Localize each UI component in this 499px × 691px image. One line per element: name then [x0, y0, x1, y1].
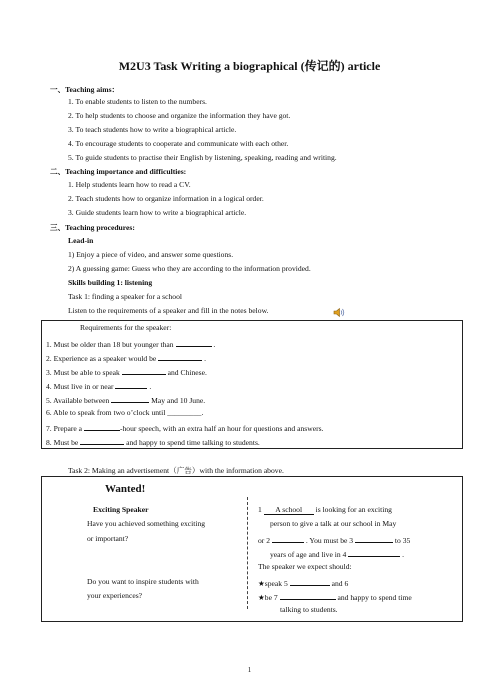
advert-right-text: ★be 7	[258, 593, 278, 602]
fill-blank[interactable]	[84, 422, 120, 431]
advert-left-text: Do you want to inspire students with	[87, 577, 199, 586]
requirement-text: 2. Experience as a speaker would be	[46, 354, 157, 363]
advert-left-text: your experiences?	[87, 591, 143, 600]
filled-blank[interactable]: A school	[264, 505, 314, 515]
task1-title: Task 1: finding a speaker for a school	[68, 292, 182, 301]
advert-right-text: to 35	[394, 536, 411, 545]
advert-right-line-3	[258, 534, 410, 545]
advert-right-text: .	[402, 550, 405, 559]
requirement-text: .	[213, 340, 216, 349]
importance-item: 3. Guide students learn how to write a biographical article.	[68, 208, 247, 217]
requirement-4	[46, 380, 151, 391]
advert-right-text: The speaker we expect should:	[258, 562, 352, 571]
importance-item: 1. Help students learn how to read a CV.	[68, 180, 191, 189]
advert-right-line-4	[270, 548, 404, 559]
fill-blank[interactable]	[280, 591, 336, 600]
advert-right-text: or 2	[258, 536, 271, 545]
skills-heading: Skills building 1: listening	[68, 278, 153, 287]
fill-blank[interactable]	[111, 394, 149, 403]
procedures-heading: 三、Teaching procedures:	[50, 223, 135, 232]
requirement-text: 1. Must be older than 18 but younger than	[46, 340, 174, 349]
advert-right-text: . You must be 3	[305, 536, 354, 545]
aim-item: 3. To teach students how to write a biographical article.	[68, 125, 237, 134]
requirement-text: 4. Must live in or near	[46, 382, 114, 391]
advert-right-text: ★speak 5	[258, 579, 288, 588]
requirement-7	[46, 422, 323, 433]
task1-instruction: Listen to the requirements of a speaker and fill in the notes below.	[68, 306, 269, 315]
requirement-5	[46, 394, 205, 405]
fill-blank[interactable]	[115, 380, 147, 389]
requirement-text: .	[204, 354, 206, 363]
blank-number: 1	[258, 505, 262, 514]
requirement-2	[46, 352, 206, 363]
requirement-text: and Chinese.	[167, 368, 207, 377]
requirement-text: May and 10 June.	[151, 396, 206, 405]
page-title: M2U3 Task Writing a biographical (传记的) article	[118, 59, 381, 73]
task2-title: Task 2: Making an advertisement（广告）with the information above.	[68, 466, 284, 475]
requirement-text: 8. Must be	[46, 438, 79, 447]
aims-heading: 一、Teaching aims：	[50, 85, 120, 94]
fill-blank[interactable]	[176, 338, 212, 347]
importance-item: 2. Teach students how to organize information in a logical order.	[68, 194, 264, 203]
advert-right-text: and 6	[331, 579, 349, 588]
advert-left-text: or important?	[87, 534, 129, 543]
fill-blank[interactable]	[272, 534, 304, 543]
lead-in-item: 1) Enjoy a piece of video, and answer some questions.	[68, 250, 234, 259]
requirement-1	[46, 338, 215, 349]
fill-blank[interactable]	[122, 366, 166, 375]
speaker-icon[interactable]	[333, 307, 346, 318]
advert-right-line-6	[258, 577, 348, 588]
requirement-3	[46, 366, 207, 377]
requirements-heading: Requirements for the speaker:	[80, 323, 172, 332]
aim-item: 5. To guide students to practise their English by listening, speaking, reading and writing.	[68, 153, 337, 162]
advert-right-text: talking to students.	[280, 605, 338, 614]
advert-left-text: Have you achieved something exciting	[87, 519, 206, 528]
aim-item: 2. To help students to choose and organize the information they have got.	[68, 111, 291, 120]
advert-right-line-1	[258, 505, 392, 515]
aim-item: 4. To encourage students to cooperate and communicate with each other.	[68, 139, 289, 148]
fill-blank[interactable]	[290, 577, 330, 586]
requirement-text: .	[149, 382, 152, 391]
advert-right-text: years of age and live in 4	[270, 550, 347, 559]
fill-blank[interactable]	[80, 436, 124, 445]
advert-right-line-7	[258, 591, 412, 602]
advert-right-text: person to give a talk at our school in May	[270, 519, 397, 528]
requirement-text: and happy to spend time talking to students.	[126, 438, 260, 447]
fill-blank[interactable]	[158, 352, 202, 361]
requirement-6: 6. Able to speak from two o’clock until _________.	[46, 408, 204, 417]
importance-heading: 二、Teaching importance and difficulties:	[50, 167, 187, 176]
fill-blank[interactable]	[348, 548, 400, 557]
requirement-8	[46, 436, 260, 447]
requirement-text: 5. Available between	[46, 396, 110, 405]
lead-in-item: 2) A guessing game: Guess who they are according to the information provided.	[68, 264, 311, 273]
lead-in-heading: Lead-in	[68, 236, 94, 245]
aim-item: 1. To enable students to listen to the numbers.	[68, 97, 207, 106]
requirement-text: 7. Prepare a	[46, 424, 83, 433]
fill-blank[interactable]	[355, 534, 393, 543]
requirement-text: 3. Must be able to speak	[46, 368, 120, 377]
advert-right-text: and happy to spend time	[337, 593, 412, 602]
divider-line	[247, 497, 248, 609]
requirement-text: -hour speech, with an extra half an hour for questions and answers.	[119, 424, 324, 433]
advert-left-heading: Exciting Speaker	[93, 505, 149, 514]
page-number: 1	[247, 666, 252, 674]
wanted-heading: Wanted!	[105, 483, 146, 495]
advert-right-text: is looking for an exciting	[315, 505, 392, 514]
